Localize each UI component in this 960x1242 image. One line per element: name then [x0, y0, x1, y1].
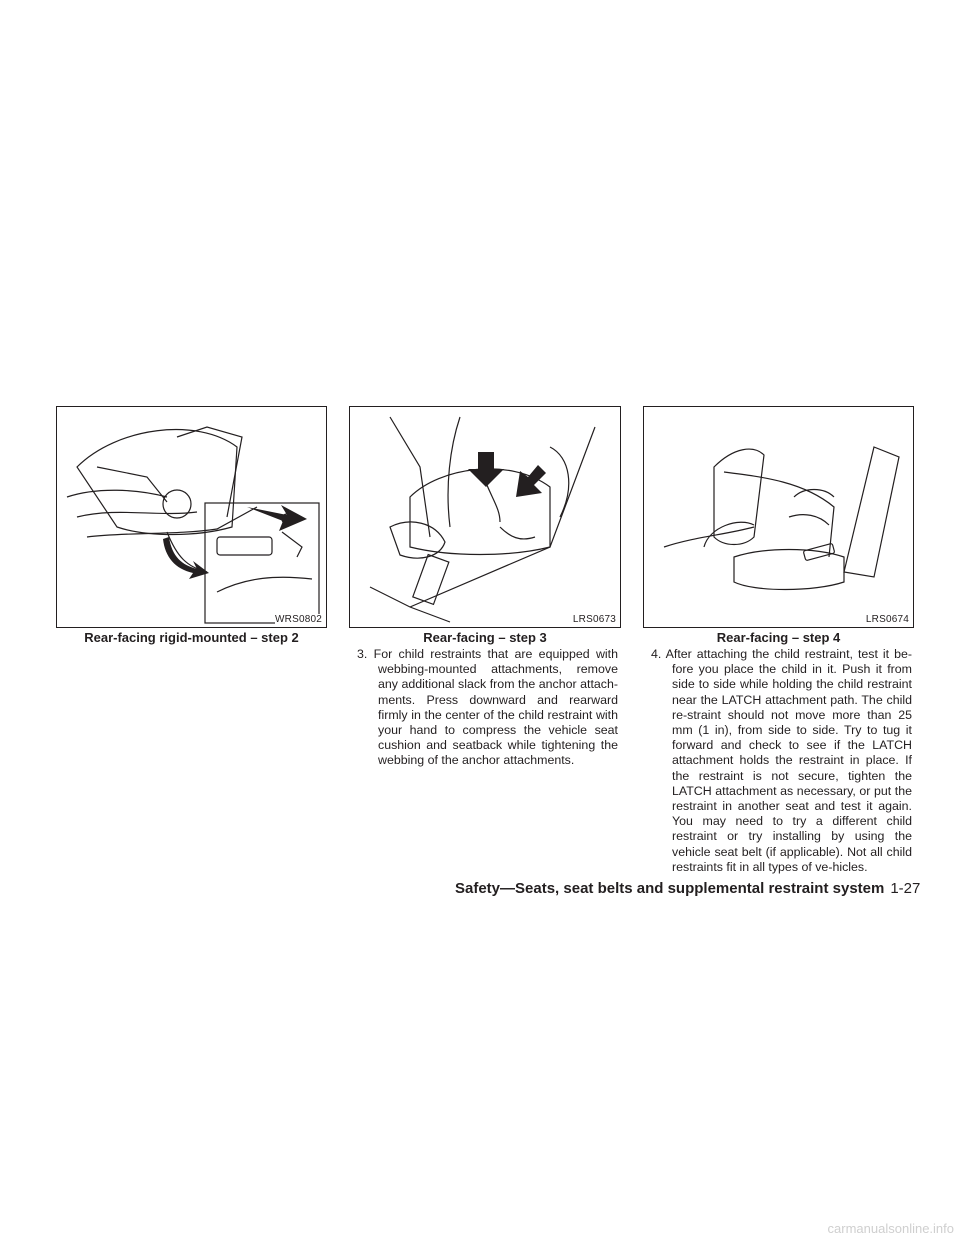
illustration-rear-facing-step3 — [350, 407, 620, 627]
step-4-column — [651, 647, 912, 875]
figure-code: LRS0673 — [572, 614, 616, 625]
section-title: Safety—Seats, seat belts and supplemental restraint system — [455, 880, 885, 897]
step-3-text: 3. For child restraints that are equipped with webbing-mounted attachments, remove any additional slack from the anchor attach-ments. Press downward and rearward firmly in the center of the child restraint with your hand to compress the vehicle seat cushion and seatback while tightening the webbing of the anchor attachments. — [357, 647, 618, 768]
page-number: 1-27 — [890, 880, 921, 897]
figure-caption: Rear-facing rigid-mounted – step 2 — [84, 630, 299, 645]
figure-rear-facing-step3 — [349, 406, 621, 628]
figure-caption: Rear-facing – step 3 — [423, 630, 547, 645]
step-3-column — [357, 647, 618, 769]
figure-caption: Rear-facing – step 4 — [716, 630, 841, 645]
figure-rear-facing-step4 — [643, 406, 914, 628]
illustration-rear-facing-step4 — [644, 407, 913, 627]
figure-rigid-mounted-step2 — [56, 406, 327, 628]
figure-code: WRS0802 — [275, 614, 322, 625]
site-watermark: carmanualsonline.info — [827, 1221, 954, 1236]
figure-code: LRS0674 — [865, 614, 909, 625]
illustration-rigid-mounted — [57, 407, 326, 627]
page-footer — [455, 880, 921, 897]
step-4-text: 4. After attaching the child restraint, test it be-fore you place the child in it. Push it from side to side while holding the child restraint near the LATCH attachment path. The child re-straint should not move more than 25 mm (1 in), from side to side. Try to tug it forward and check to see if the LATCH attachment holds the restraint in place. If the restraint is not secure, tighten the LATCH attachment as necessary, or put the restraint in another seat and test it again. You may need to try a different child restraint or try installing by using the vehicle seat belt (if applicable). Not all child restraints fit in all types of ve-hicles. — [651, 647, 912, 874]
